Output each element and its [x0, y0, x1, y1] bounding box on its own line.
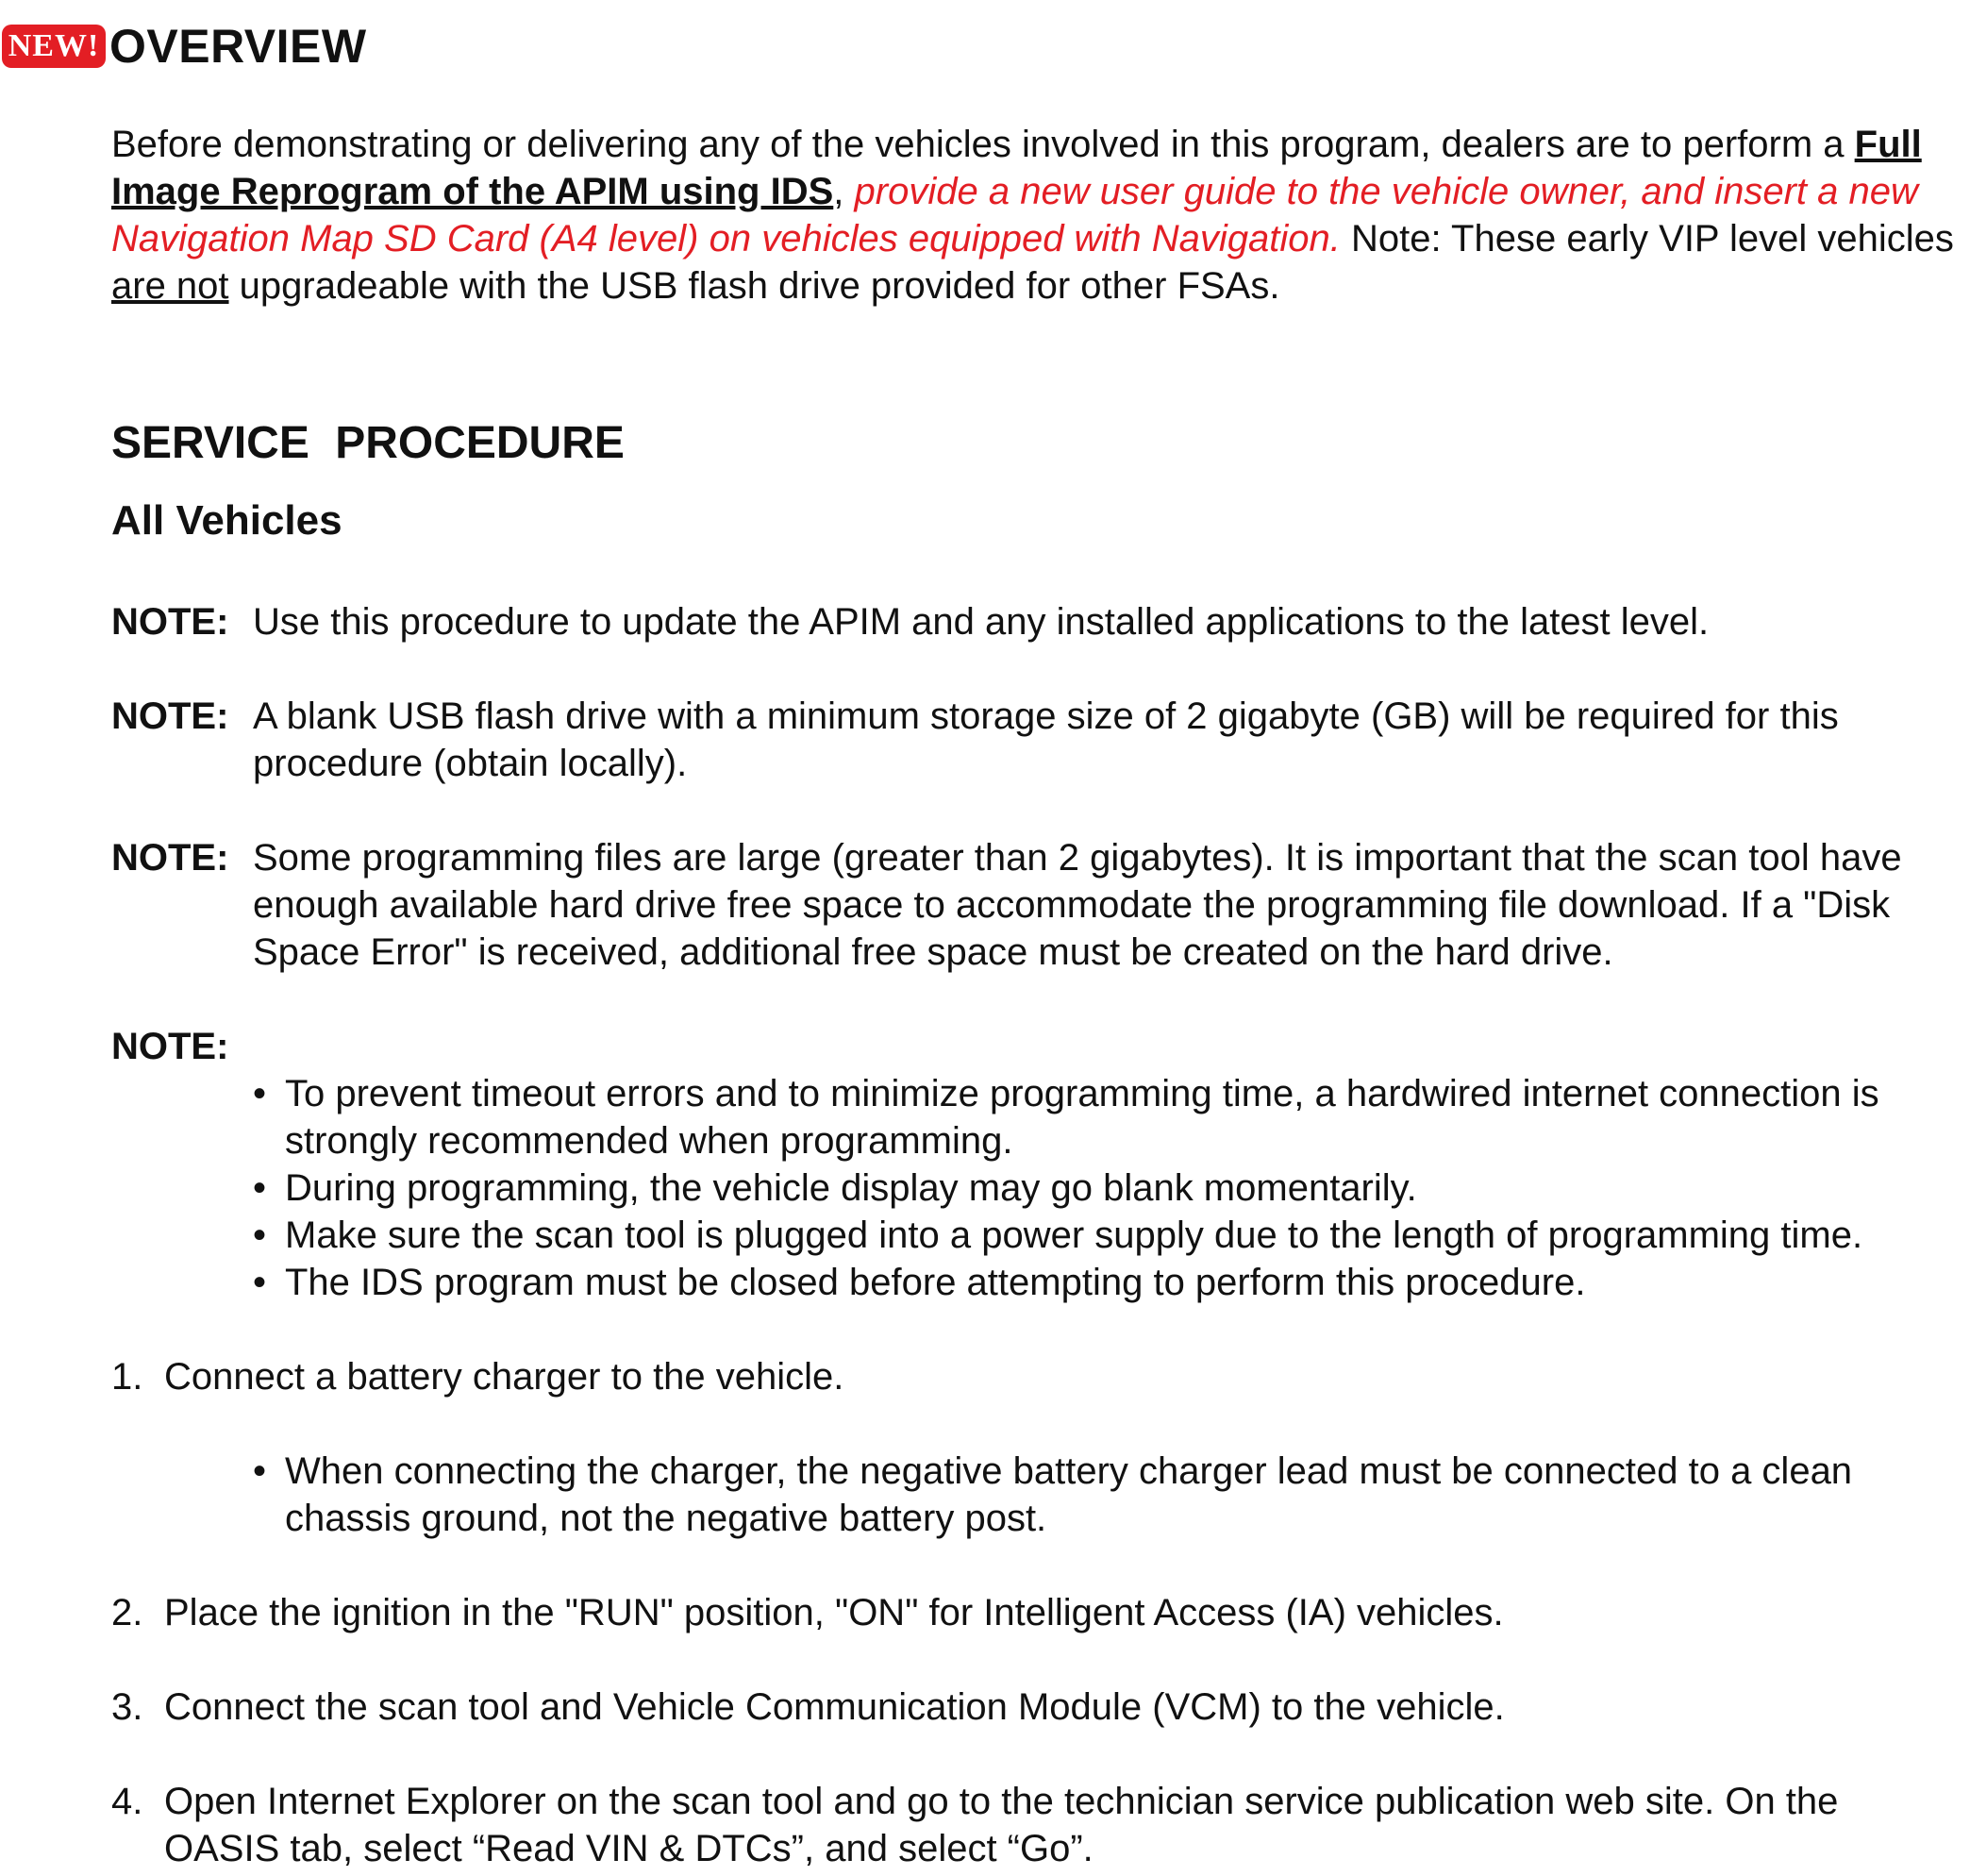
note-1 — [111, 598, 1961, 645]
overview-intro: Before demonstrating or delivering any of the vehicles involved in this program, dealers are to perform a — [111, 124, 1845, 165]
service-procedure-title: SERVICE PROCEDURE — [111, 418, 625, 468]
step-number: 1. — [111, 1356, 143, 1398]
note-text: A blank USB flash drive with a minimum storage size of 2 gigabyte (GB) will be required for this procedure (obtain locally). — [253, 695, 1839, 784]
step-text: Connect a battery charger to the vehicle. — [164, 1356, 844, 1398]
step-number: 4. — [111, 1781, 143, 1822]
list-item: • Make sure the scan tool is plugged into a power supply due to the length of programming time. — [253, 1212, 1951, 1259]
note-3 — [111, 834, 1961, 976]
overview-title: OVERVIEW — [109, 20, 367, 73]
note-label: NOTE: — [111, 837, 229, 879]
list-item: • During programming, the vehicle display may go blank momentarily. — [253, 1164, 1951, 1212]
step-4 — [111, 1778, 1961, 1872]
overview-paragraph — [111, 121, 1961, 310]
overview-comma: , — [833, 171, 844, 212]
new-badge: NEW! — [2, 25, 106, 68]
list-item: • To prevent timeout errors and to minimize programming time, a hardwired internet connection is strongly recommended when programming. — [253, 1070, 1951, 1164]
all-vehicles-subtitle: All Vehicles — [111, 497, 342, 544]
step-1 — [111, 1353, 1961, 1400]
reprogram-link[interactable]: Full Image Reprogram of the APIM using IDS — [111, 124, 1922, 212]
note-text: Use this procedure to update the APIM and any installed applications to the latest level. — [253, 601, 1710, 643]
overview-note: Note: These early VIP level vehicles — [1351, 218, 1954, 260]
bullet-icon: • — [253, 1262, 267, 1303]
step-number: 2. — [111, 1592, 143, 1633]
note-label: NOTE: — [111, 1026, 229, 1067]
bullet-icon: • — [253, 1214, 267, 1256]
overview-tail: upgradeable with the USB flash drive provided for other FSAs. — [239, 265, 1280, 307]
note-bullet-list — [253, 1070, 1951, 1306]
step-text: Place the ignition in the "RUN" position, "ON" for Intelligent Access (IA) vehicles. — [164, 1592, 1504, 1633]
step-text: Open Internet Explorer on the scan tool and go to the technician service publication web site. On the OASIS tab, select “Read VIN & DTCs”, and select “Go”. — [164, 1781, 1839, 1869]
step-1-bullet-list — [253, 1448, 1951, 1542]
bullet-icon: • — [253, 1073, 267, 1114]
overview-header — [0, 17, 367, 75]
overview-red-instructions: provide a new user guide to the vehicle owner, and insert a new Navigation Map SD Card (A4 level) on vehicles equipped with Navigation. — [111, 171, 1918, 260]
overview-underlined: are not — [111, 265, 229, 307]
note-label: NOTE: — [111, 601, 229, 643]
bullet-icon: • — [253, 1450, 267, 1492]
note-2 — [111, 693, 1961, 787]
step-text: Connect the scan tool and Vehicle Communication Module (VCM) to the vehicle. — [164, 1686, 1505, 1728]
bullet-icon: • — [253, 1167, 267, 1209]
list-item: • The IDS program must be closed before attempting to perform this procedure. — [253, 1259, 1951, 1306]
step-number: 3. — [111, 1686, 143, 1728]
note-label: NOTE: — [111, 695, 229, 737]
list-item: • When connecting the charger, the negative battery charger lead must be connected to a clean chassis ground, not the negative battery post. — [253, 1448, 1951, 1542]
step-3 — [111, 1683, 1961, 1731]
step-2 — [111, 1589, 1961, 1636]
note-text: Some programming files are large (greater than 2 gigabytes). It is important that the scan tool have enough available hard drive free space to accommodate the programming file download. If a "Disk Space Error" is received, additional free space must be created on the hard drive. — [253, 837, 1902, 973]
